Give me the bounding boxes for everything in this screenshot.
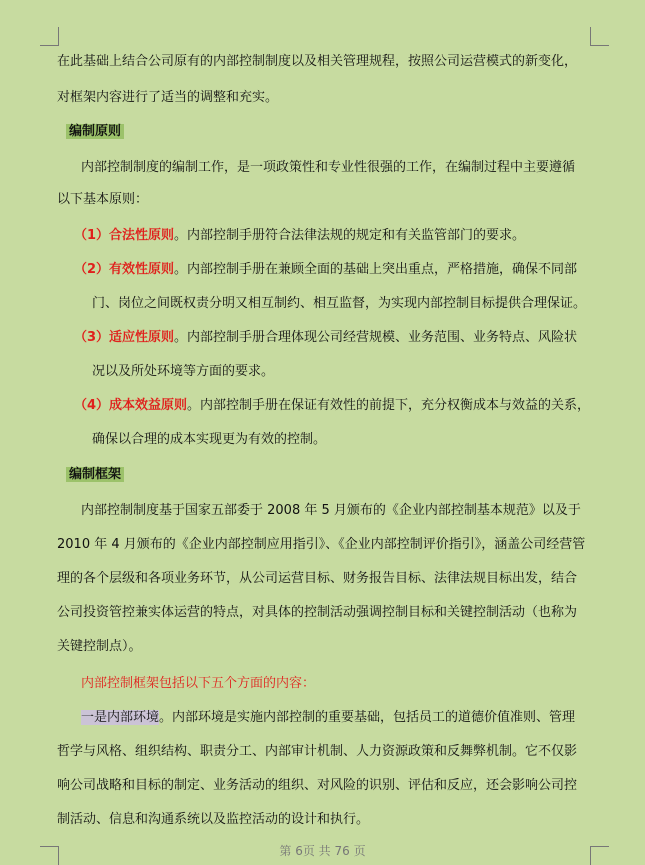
paragraph-line: 理的各个层级和各项业务环节，从公司运营目标、财务报告目标、法律法规目标出发，结合 <box>57 571 578 586</box>
principle-text: 。内部控制手册在兼顾全面的基础上突出重点，严格措施，确保不同部 <box>174 262 578 277</box>
principle-continuation: 况以及所处环境等方面的要求。 <box>92 364 275 379</box>
principle-label: （2）有效性原则 <box>74 262 175 277</box>
heading-text: 编制原则 <box>66 124 124 139</box>
paragraph-line: 内部控制制度的编制工作，是一项政策性和专业性很强的工作，在编制过程中主要遵循 <box>81 160 576 175</box>
principle-label: （4）成本效益原则 <box>74 398 188 413</box>
section-heading <box>66 123 124 141</box>
paragraph-line: 2010 年 4 月颁布的《企业内部控制应用指引》、《企业内部控制评价指引》，涵盖公司经营管 <box>57 537 586 552</box>
paragraph-line: 公司投资管控兼实体运营的特点，对具体的控制活动强调控制目标和关键控制活动（也称为 <box>57 605 578 620</box>
principle-text: 。内部控制手册符合法律法规的规定和有关监管部门的要求。 <box>174 228 526 243</box>
corner-mark-top-left <box>40 27 59 46</box>
paragraph-line: 以下基本原则： <box>57 192 149 207</box>
principle-item <box>74 397 590 415</box>
paragraph-line: 对框架内容进行了适当的调整和充实。 <box>57 90 279 105</box>
paragraph-line: 哲学与风格、组织结构、职责分工、内部审计机制、人力资源政策和反舞弊机制。它不仅影 <box>57 744 578 759</box>
paragraph-line: 制活动、信息和沟通系统以及监控活动的设计和执行。 <box>57 812 370 827</box>
principle-text: 。内部控制手册在保证有效性的前提下，充分权衡成本与效益的关系， <box>187 398 591 413</box>
page-footer: 第 6页 共 76 页 <box>279 844 366 858</box>
corner-mark-top-right <box>590 27 609 46</box>
paragraph-line: 内部控制制度基于国家五部委于 2008 年 5 月颁布的《企业内部控制基本规范》以及于 <box>81 503 581 518</box>
paragraph-line <box>81 709 575 727</box>
paragraph-line: 关键控制点）。 <box>57 639 142 654</box>
red-intro-line: 内部控制框架包括以下五个方面的内容： <box>81 676 316 691</box>
section-heading <box>66 466 124 484</box>
principle-label: （3）适应性原则 <box>74 330 175 345</box>
highlighted-label: 一是内部环境 <box>81 710 160 725</box>
principle-continuation: 门、岗位之间既权责分明又相互制约、相互监督，为实现内部控制目标提供合理保证。 <box>92 296 587 311</box>
principle-text: 。内部控制手册合理体现公司经营规模、业务范围、业务特点、风险状 <box>174 330 578 345</box>
principle-continuation: 确保以合理的成本实现更为有效的控制。 <box>92 432 327 447</box>
heading-text: 编制框架 <box>66 467 124 482</box>
principle-label: （1）合法性原则 <box>74 228 175 243</box>
paragraph-line: 响公司战略和目标的制定、业务活动的组织、对风险的识别、评估和反应，还会影响公司控 <box>57 778 578 793</box>
principle-item <box>74 261 577 279</box>
principle-item <box>74 227 525 245</box>
paragraph-line: 在此基础上结合公司原有的内部控制制度以及相关管理规程，按照公司运营模式的新变化， <box>57 54 578 69</box>
principle-item <box>74 329 577 347</box>
paragraph-text: 。内部环境是实施内部控制的重要基础，包括员工的道德价值准则、管理 <box>159 710 576 725</box>
